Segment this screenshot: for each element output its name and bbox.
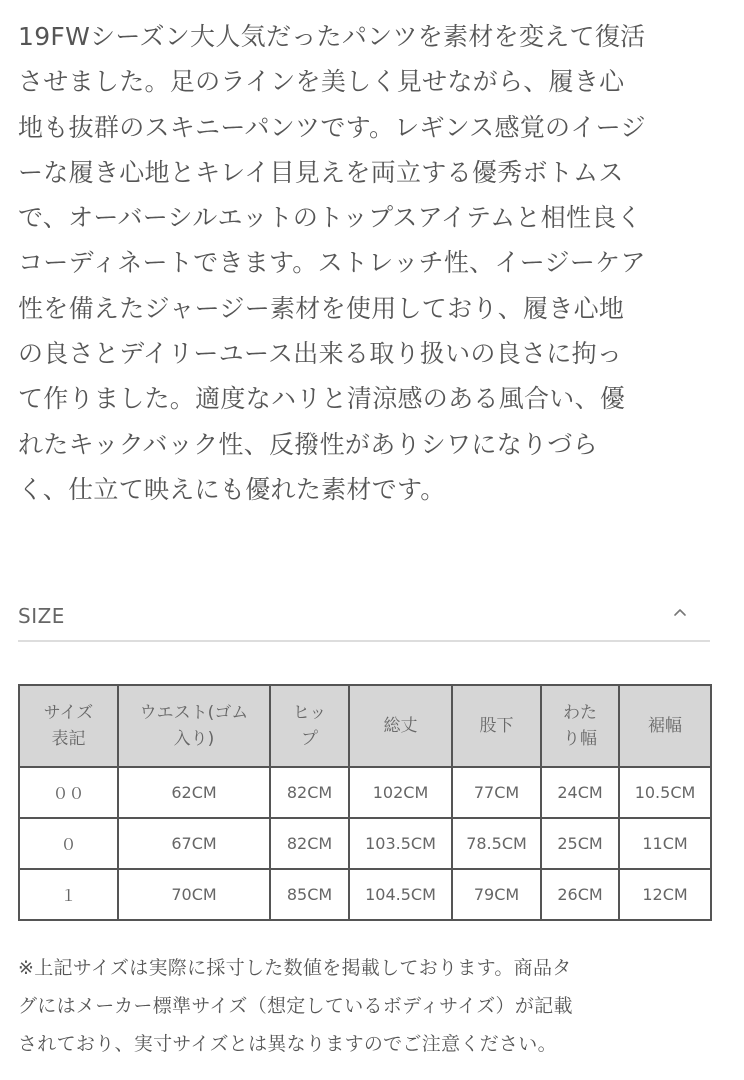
description-line: 19FWシーズン大人気だったパンツを素材を変えて復活 [18,22,646,51]
description-line: で、オーバーシルエットのトップスアイテムと相性良く [18,203,642,233]
table-cell: 82CM [270,767,349,818]
description-line: 地も抜群のスキニーパンツです。レギンス感覚のイージ [18,112,646,142]
table-cell: 67CM [118,818,270,869]
header-cell-length: 総丈 [349,685,452,767]
table-cell: 70CM [118,869,270,920]
description-line: て作りました。適度なハリと清涼感のある風合い、優 [18,384,626,414]
description-line: の良さとデイリーユース出来る取り扱いの良さに拘っ [18,339,623,369]
table-cell: 78.5CM [452,818,541,869]
description-line: 性を備えたジャージー素材を使用しており、履き心地 [18,293,625,323]
header-cell-thigh: わた り幅 [541,685,619,767]
table-cell: 103.5CM [349,818,452,869]
header-cell-size: サイズ 表記 [19,685,118,767]
description-line: ーな履き心地とキレイ目見えを両立する優秀ボトムス [18,157,624,187]
table-cell: 82CM [270,818,349,869]
table-cell: 62CM [118,767,270,818]
table-cell: 24CM [541,767,619,818]
table-header-row [19,685,711,767]
table-row [19,818,711,869]
description-line: れたキックバック性、反撥性がありシワになりづら [18,429,598,459]
description-line: く、仕立て映えにも優れた素材です。 [18,474,446,504]
table-cell: 12CM [619,869,711,920]
product-description [18,14,718,512]
table-cell: 25CM [541,818,619,869]
description-line: させました。足のラインを美しく見せながら、履き心 [18,67,625,97]
table-cell: 102CM [349,767,452,818]
table-row [19,767,711,818]
table-row [19,869,711,920]
header-cell-waist: ウエスト(ゴム 入り) [118,685,270,767]
size-section-title: SIZE [18,604,65,628]
note-line: グにはメーカー標準サイズ（想定しているボディサイズ）が記載 [18,995,573,1017]
chevron-up-icon[interactable] [672,606,688,618]
table-cell: 104.5CM [349,869,452,920]
description-line: コーディネートできます。ストレッチ性、イージーケア [18,248,646,278]
size-accordion-header[interactable] [18,594,710,642]
table-cell: １ [19,869,118,920]
table-cell: ００ [19,767,118,818]
note-line: されており、実寸サイズとは異なりますのでご注意ください。 [18,1033,557,1055]
table-cell: 11CM [619,818,711,869]
note-line: ※上記サイズは実際に採寸した数値を掲載しております。商品タ [18,957,572,979]
table-cell: 79CM [452,869,541,920]
table-cell: 85CM [270,869,349,920]
header-cell-hip: ヒッ プ [270,685,349,767]
table-cell: 77CM [452,767,541,818]
size-note [18,949,724,1063]
table-cell: 26CM [541,869,619,920]
size-table [18,684,712,921]
table-cell: 10.5CM [619,767,711,818]
table-cell: ０ [19,818,118,869]
header-cell-inseam: 股下 [452,685,541,767]
header-cell-hem: 裾幅 [619,685,711,767]
